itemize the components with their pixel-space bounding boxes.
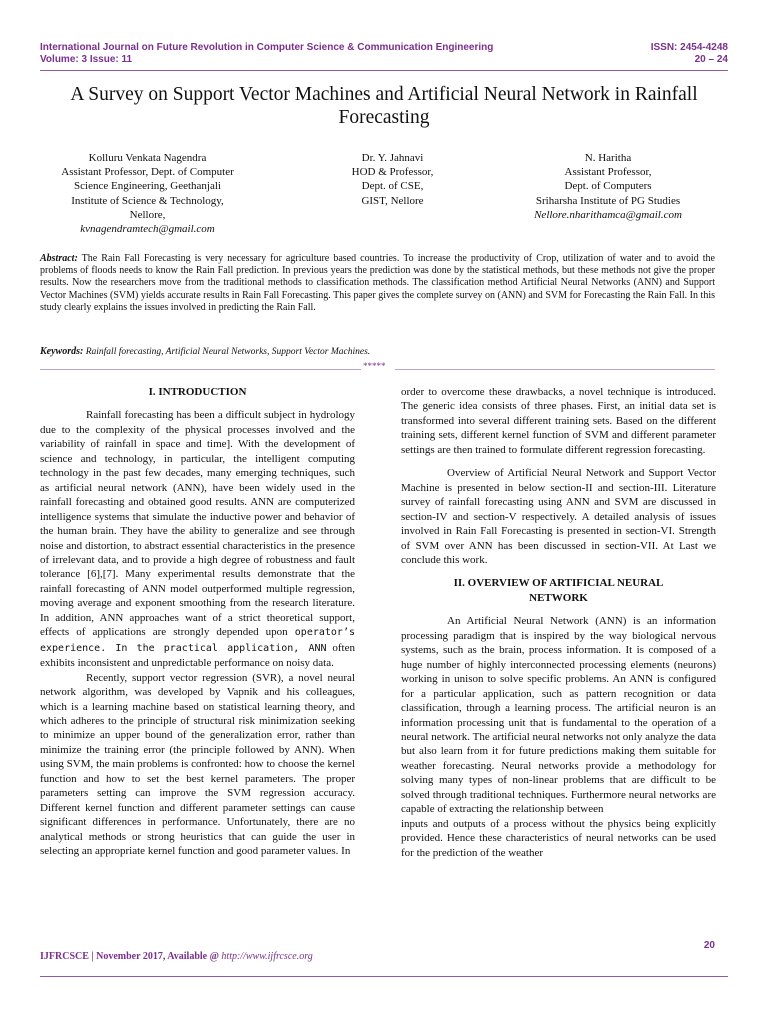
separator-line-left	[40, 369, 361, 370]
journal-name: International Journal on Future Revolution in Computer Science & Communication Engineering	[40, 42, 494, 53]
right-column	[401, 385, 716, 860]
author-2-affiliation: Dept. of CSE,	[361, 180, 424, 193]
author-3-name: N. Haritha	[584, 152, 632, 164]
footer-rule	[40, 976, 728, 977]
intro-paragraph-2: Recently, support vector regression (SVR), a novel neural network algorithm, was developed by Vapnik and his colleagues, which is a learning machine based on statistical learning theory, and which adheres to the principle of structural risk minimization seeking to minimize an upper bound of the generalization error, rather than minimize the training error (the principle followed by ANN). When using SVM, the main problems is confronted: how to choose the kernel function and how to set the best kernel parameters. The proper parameters setting can improve the SVM regression accuracy. Different kernel function and different parameter settings can cause significant differences in performance. Unfortunately, there are no analytical methods or strong heuristics that can guide the user in selecting an appropriate kernel function and good parameter values. In	[40, 671, 355, 858]
section-heading-introduction: I. INTRODUCTION	[148, 386, 247, 398]
author-block	[40, 151, 728, 236]
footer-url-link[interactable]: http://www.ijfrcsce.org	[221, 951, 313, 962]
journal-header	[40, 42, 728, 66]
author-1-email[interactable]: kvnagendramtech@gmail.com	[80, 223, 215, 236]
author-1-affiliation: Institute of Science & Technology,	[71, 194, 224, 207]
ann-paragraph-1: An Artificial Neural Network (ANN) is an information processing paradigm that is inspired by the way biological nervous systems, such as the brain, process information. It is composed of a huge number of highly interconnected processing elements (neurons) working in unison to solve specific problems. An ANN is configured for a particular application, such as pattern recognition or data classification, through a learning process. The artificial neuron is an information processing unit that is fundamental to the operation of a neural network. The artificial neural networks not only analyze the data but also learn from it for future predictions making them suitable for weather forecasting. Neural networks provide a methodology for solving many types of non-linear problems that are difficult to be solved through traditional techniques. Furthermore neural networks are capable of extracting the relationship between	[401, 615, 716, 816]
abstract-label: Abstract:	[40, 253, 78, 264]
keywords-text: Rainfall forecasting, Artificial Neural Networks, Support Vector Machines.	[83, 347, 371, 357]
author-3	[508, 151, 708, 236]
abstract	[40, 253, 715, 314]
section-separator	[40, 361, 715, 374]
section-heading-ann-line2: NETWORK	[529, 591, 588, 604]
intro-paragraph-1	[40, 408, 355, 670]
author-2-affiliation: GIST, Nellore	[361, 194, 424, 207]
footer	[40, 951, 313, 962]
separator-stars: *****	[363, 361, 386, 371]
journal-pages: 20 – 24	[694, 54, 728, 65]
author-1-name: Kolluru Venkata Nagendra	[88, 152, 207, 164]
intro-paragraph-1-mixed-font: operator’s experience. In the practical application, ANN	[40, 627, 355, 654]
author-2-affiliation: HOD & Professor,	[351, 166, 434, 179]
page-number: 20	[703, 940, 715, 951]
author-3-affiliation: Sriharsha Institute of PG Studies	[535, 194, 681, 207]
intro-paragraph-3: order to overcome these drawbacks, a novel technique is introduced. The generic idea consists of three phases. First, an initial data set is transformed into several different training sets. Based on the different training sets, different kernel function of SVM and different parameter settings are then trained to formulate different regression forecasting.	[401, 386, 716, 456]
author-2-name: Dr. Y. Jahnavi	[361, 152, 424, 164]
separator-line-right	[395, 369, 715, 370]
author-1-affiliation: Nellore,	[129, 208, 166, 221]
ann-paragraph-2: inputs and outputs of a process without the physics being explicitly provided. Hence these characteristics of neural networks can be used for the prediction of the weather	[401, 817, 716, 859]
author-2	[285, 151, 500, 236]
intro-paragraph-4: Overview of Artificial Neural Network and Support Vector Machine is presented in below section-II and section-III. Literature survey of rainfall forecasting using ANN and SVM are discussed in section-IV and section-V respectively. A detailed analysis of issues involved in Rain Fall Forecasting is presented in section-VI. Strength of SVM over ANN has been discussed in section-VII. At Last we conclude this work.	[401, 467, 716, 566]
section-heading-ann-line1: II. OVERVIEW OF ARTIFICIAL NEURAL	[453, 577, 664, 590]
abstract-text: The Rain Fall Forecasting is very necessary for agriculture based countries. To increase the productivity of Crop, utilization of water and to avoid the problems of floods needs to know the Rain Fall prediction. In previous years the prediction was done by the statistical methods, but these methods not give the proper results. Now the researchers move from the traditional methods to classification methods. The classification method Artificial Neural Networks (ANN) and Support Vector Machines (SVM) yields accurate results in Rain Fall Forecasting. This paper gives the complete survey on (ANN) and SVM for Forecasting the Rain Fall. In this study clearly explains the issues involved in predicting the Rain Fall.	[40, 253, 715, 313]
paper-title: A Survey on Support Vector Machines and Artificial Neural Network in Rainfall Forecasting	[70, 84, 698, 128]
intro-paragraph-1-text: Rainfall forecasting has been a difficult subject in hydrology due to the complexity of the physical processes involved and the variability of rainfall in space and time]. With the development of science and technology, in particular, the intelligent computing technology in the past few decades, many emerging techniques, such as artificial neural network (ANN), have been widely used in the rainfall forecasting and obtained good results. ANN are computerized intelligence systems that simulate the inductive power and behavior of the human brain. They have the ability to generalize and see through noise and distortion, to abstract essential characteristics in the presence of irrelevant data, and to provide a high degree of robustness and fault tolerance [6],[7]. Many experimental results demonstrate that the rainfall forecasting of ANN model outperformed multiple regression, moving average and exponent smoothing from the research literature. In addition, ANN approaches want of a strict theoretical support, effects of applications are strongly depended upon	[40, 409, 355, 639]
left-column	[40, 385, 355, 859]
author-3-affiliation: Dept. of Computers	[564, 180, 652, 193]
journal-volume: Volume: 3 Issue: 11	[40, 54, 133, 65]
author-1-affiliation: Assistant Professor, Dept. of Computer	[61, 166, 234, 179]
journal-issn: ISSN: 2454-4248	[650, 42, 728, 53]
author-1	[40, 151, 255, 236]
author-1-affiliation: Science Engineering, Geethanjali	[74, 180, 221, 193]
author-3-email[interactable]: Nellore.nharithamca@gmail.com	[534, 208, 682, 221]
keywords-label: Keywords:	[40, 346, 84, 357]
header-rule	[40, 70, 728, 71]
keywords	[40, 346, 728, 357]
section-heading-ann	[401, 576, 716, 605]
footer-text: IJFRCSCE | November 2017, Available @	[40, 951, 222, 962]
author-3-affiliation: Assistant Professor,	[564, 166, 652, 179]
intro-paragraph-1-end: often exhibits inconsistent and unpredictable performance on noisy data.	[40, 641, 355, 670]
